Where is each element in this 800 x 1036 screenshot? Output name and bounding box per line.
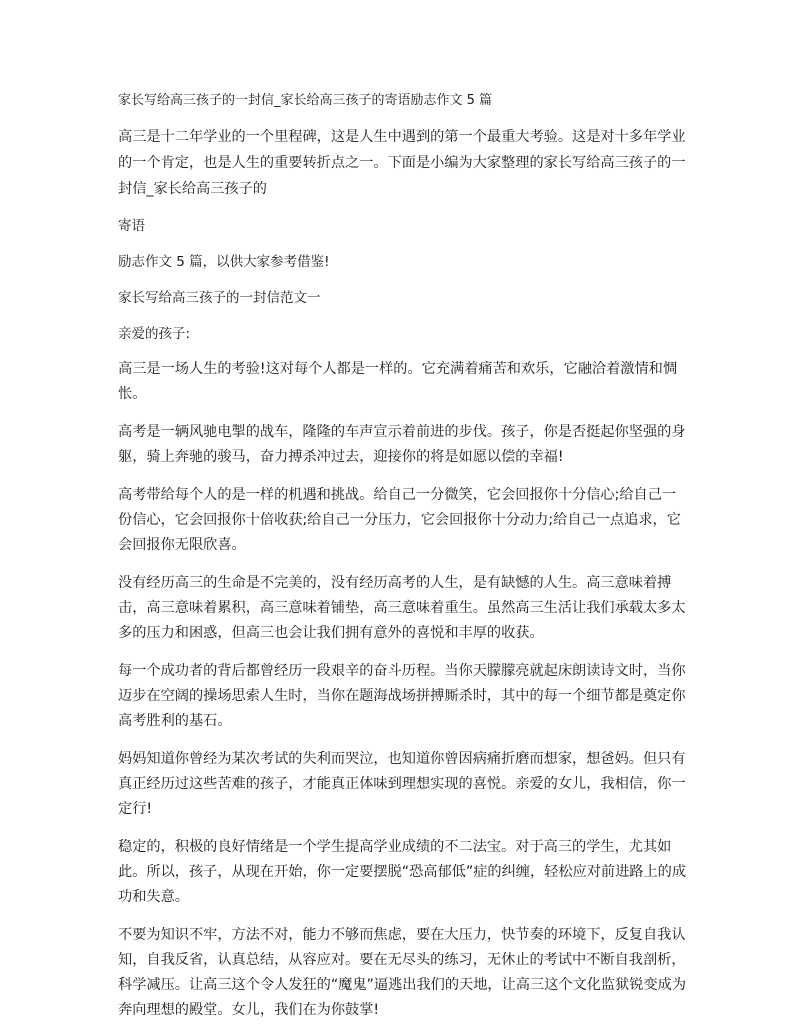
body-paragraph: 高考带给每个人的是一样的机遇和挑战。给自己一分微笑，它会回报你十分信心;给自己一份信心，它会回报你十倍收获;给自己一分压力，它会回报你十分动力;给自己一点追求，它会回报你无限欣喜。 [118,487,681,553]
section-title: 家长写给高三孩子的一封信范文一 [118,290,321,306]
document-page [118,92,690,1036]
document-title: 家长写给高三孩子的一封信_家长给高三孩子的寄语励志作文 5 篇 [118,93,493,108]
body-paragraph: 每一个成功者的背后都曾经历一段艰辛的奋斗历程。当你天朦朦亮就起床朗读诗文时，当你迈步在空阔的操场思索人生时，当你在题海战场拼搏厮杀时，其中的每一个细节都是奠定你高考胜利的基石。 [118,663,686,729]
body-paragraph: 妈妈知道你曾经为某次考试的失利而哭泣，也知道你曾因病痛折磨而想家，想爸妈。但只有真正经历过这些苦难的孩子，才能真正体味到理想实现的喜悦。亲爱的女儿，我相信，你一定行! [118,751,686,817]
body-paragraph: 没有经历高三的生命是不完美的，没有经历高考的人生，是有缺憾的人生。高三意味着搏击，高三意味着累积，高三意味着铺垫，高三意味着重生。虽然高三生活让我们承载太多太多的压力和困惑，但高三也会让我们拥有意外的喜悦和丰厚的收获。 [118,575,686,641]
greeting: 亲爱的孩子: [118,326,191,342]
intro-tail: 寄语 [118,218,145,234]
intro-paragraph: 高三是十二年学业的一个里程碑，这是人生中遇到的第一个最重大考验。这是对十多年学业的一个肯定，也是人生的重要转折点之一。下面是小编为大家整理的家长写给高三孩子的一封信_家长给高三孩子的 [118,129,686,197]
body-paragraph: 不要为知识不牢，方法不对，能力不够而焦虑，要在大压力，快节奏的环境下，反复自我认知，自我反省，认真总结，从容应对。要在无尽头的练习，无休止的考试中不断自我剖析，科学减压。让高三这个令人发狂的“魔鬼”逼逃出我们的天地，让高三这个文化监狱锐变成为奔向理想的殿堂。女儿，我们在为你鼓掌! [118,927,687,1018]
intro-end: 励志作文 5 篇，以供大家参考借鉴! [118,254,330,270]
body-paragraph: 稳定的，积极的良好情绪是一个学生提高学业成绩的不二法宝。对于高三的学生，尤其如此。所以，孩子，从现在开始，你一定要摆脱“恐高郁低”症的纠缠，轻松应对前进路上的成功和失意。 [118,839,687,905]
body-paragraph: 高考是一辆风驰电掣的战车，隆隆的车声宣示着前进的步伐。孩子，你是否挺起你坚强的身躯，骑上奔驰的骏马，奋力搏杀冲过去，迎接你的将是如愿以偿的幸福! [118,424,686,465]
body-paragraph: 高三是一场人生的考验!这对每个人都是一样的。它充满着痛苦和欢乐，它融洽着激情和惆怅。 [118,361,678,402]
